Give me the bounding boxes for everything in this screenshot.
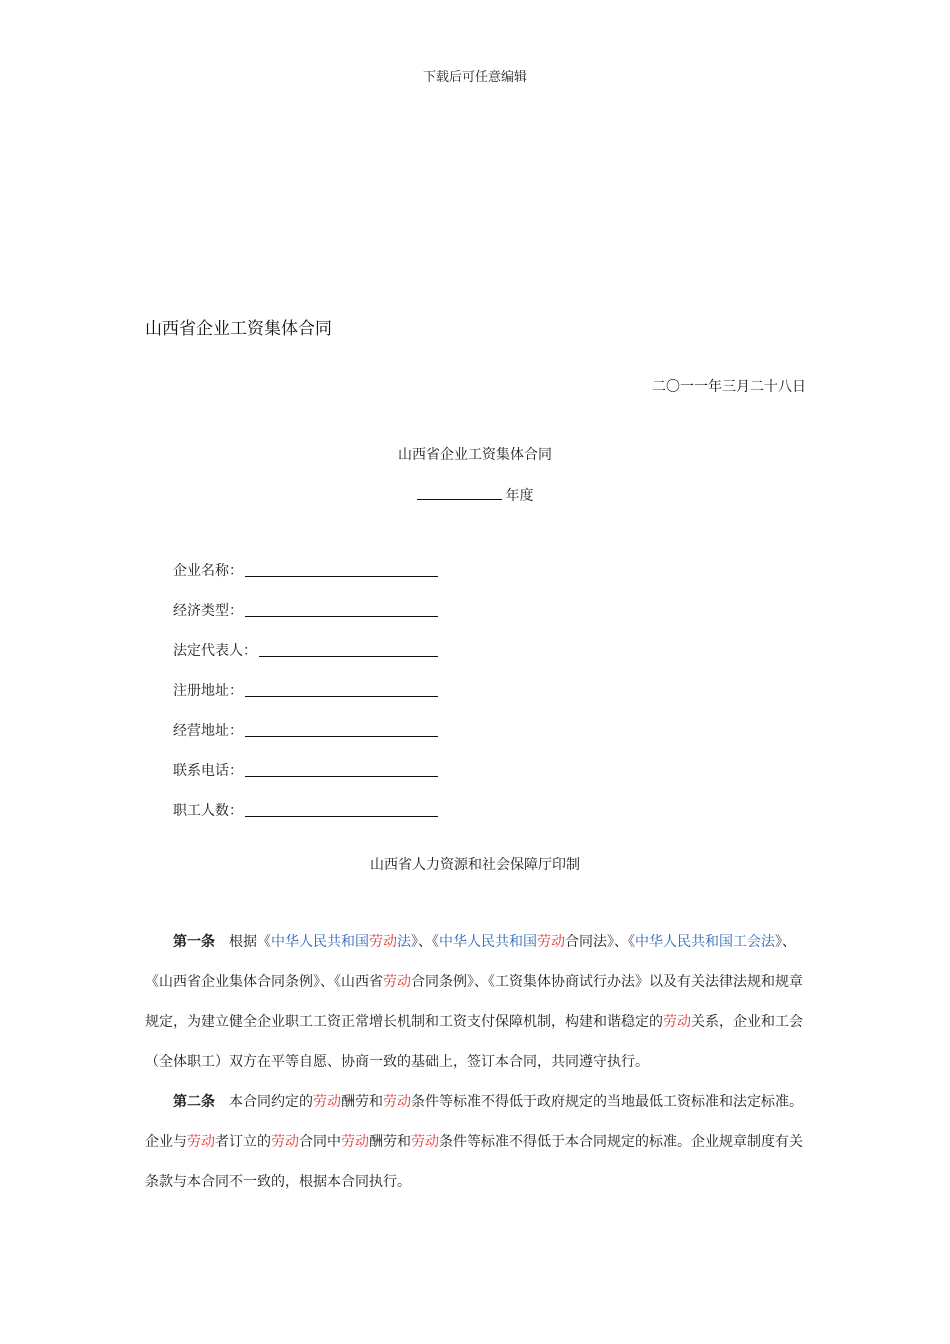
law-link[interactable]: 中华人民共和国 [439,934,537,950]
field-label: 联系电话： [173,763,243,779]
field-label: 经济类型： [173,603,243,619]
text-run: 本合同约定的 [229,1094,313,1110]
field-label: 注册地址： [173,683,243,699]
field-label: 法定代表人： [173,643,257,659]
document-title: 山西省企业工资集体合同 [145,319,332,339]
highlight-word: 劳动 [383,1094,411,1110]
law-link[interactable]: 法 [397,934,411,950]
text-run: 者订立的 [215,1134,271,1150]
field-label: 职工人数： [173,803,243,819]
text-run: 酬劳和 [369,1134,411,1150]
highlight-word: 劳动 [411,1134,439,1150]
law-link[interactable]: 中华人民共和国工会法 [635,934,775,950]
article-heading: 第一条 [173,934,215,950]
phone-blank[interactable] [245,760,438,777]
field-registered-address [173,680,473,720]
field-label: 企业名称： [173,563,243,579]
highlight-word: 劳动 [369,934,397,950]
economic-type-blank[interactable] [245,600,438,617]
text-run: 根据《 [229,934,271,950]
year-line [0,485,950,505]
highlight-word: 劳动 [271,1134,299,1150]
printer-note: 山西省人力资源和社会保障厅印制 [370,857,580,873]
text-run: 合同中 [299,1134,341,1150]
highlight-word: 劳动 [313,1094,341,1110]
field-company-name [173,560,473,600]
highlight-word: 劳动 [187,1134,215,1150]
field-phone [173,760,473,800]
form-title: 山西省企业工资集体合同 [398,447,552,463]
highlight-word: 劳动 [341,1134,369,1150]
form-fields [173,560,473,840]
year-suffix: 年度 [505,488,534,504]
field-legal-representative [173,640,473,680]
article-2 [145,1082,813,1202]
article-heading: 第二条 [173,1094,215,1110]
text-run: 合同法》、《 [565,934,635,950]
text-run: 条件等标准不得低于本合同规定的标准。企业规章制度有关条款与本合同不一致的，根据本合同执行。 [145,1134,803,1190]
employee-count-blank[interactable] [245,800,438,817]
highlight-word: 劳动 [537,934,565,950]
field-economic-type [173,600,473,640]
text-run: 酬劳和 [341,1094,383,1110]
field-business-address [173,720,473,760]
text-run: 》、《 [411,934,439,950]
contract-body [145,922,813,1202]
business-address-blank[interactable] [245,720,438,737]
company-name-blank[interactable] [245,560,438,577]
document-date: 二〇一一年三月二十八日 [652,379,806,395]
highlight-word: 劳动 [383,974,411,990]
highlight-word: 劳动 [663,1014,691,1030]
law-link[interactable]: 中华人民共和国 [271,934,369,950]
text-run: 关系，企业和工会（全体职工）双方在平等自愿、协商一致的基础上，签订本合同，共同遵守执行。 [145,1014,803,1070]
text-run: 》、《山西省企业集体合同条例》、《山西省 [145,934,796,990]
registered-address-blank[interactable] [245,680,438,697]
header-note: 下载后可任意编辑 [422,70,527,85]
year-blank-field[interactable] [417,485,502,500]
field-label: 经营地址： [173,723,243,739]
text-run: 条件等标准不得低于政府规定的当地最低工资标准和法定标准。企业与 [145,1094,803,1150]
article-1 [145,922,813,1082]
field-employee-count [173,800,473,840]
legal-representative-blank[interactable] [259,640,438,657]
text-run: 合同条例》、《工资集体协商试行办法》以及有关法律法规和规章规定，为建立健全企业职工工资正常增长机制和工资支付保障机制，构建和谐稳定的 [145,974,803,1030]
